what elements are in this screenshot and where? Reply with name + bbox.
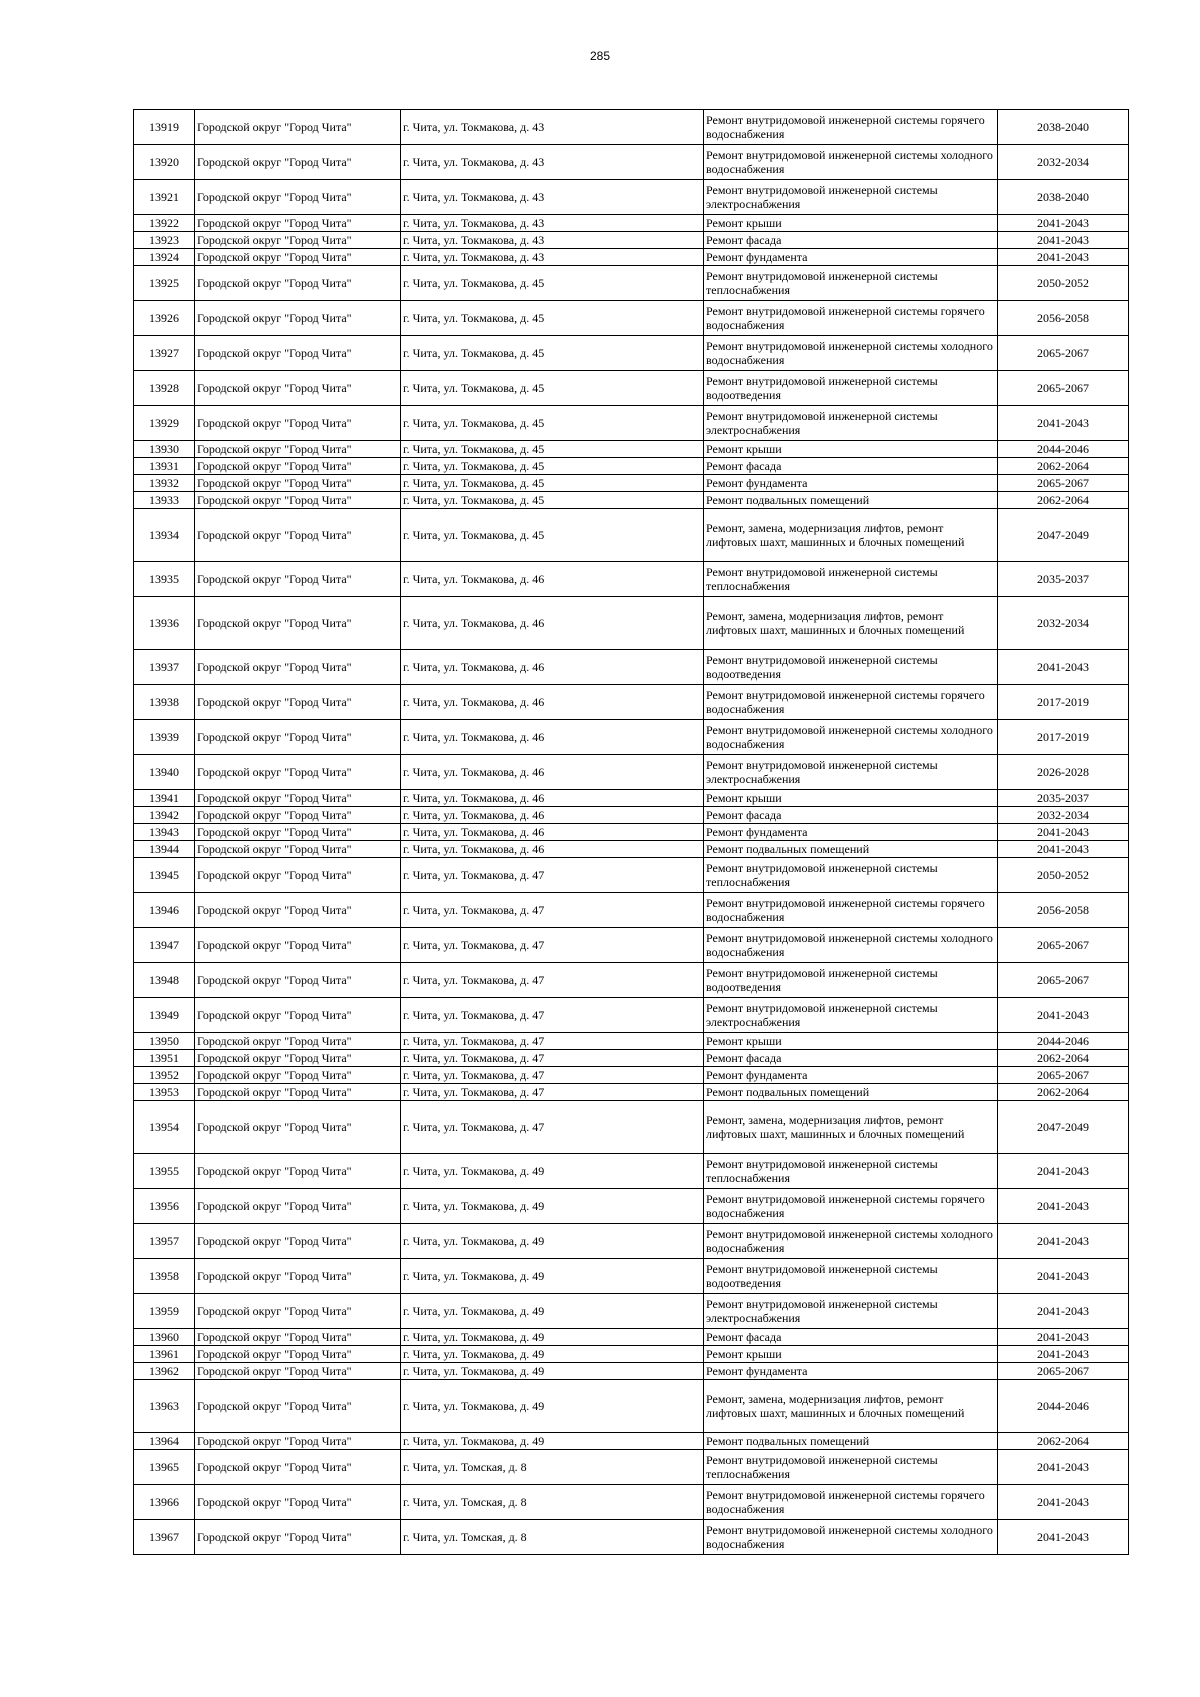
work-type-cell: Ремонт фундамента: [704, 475, 998, 492]
district-cell: Городской округ "Город Чита": [195, 441, 401, 458]
table-row: [134, 406, 1129, 441]
address-cell: г. Чита, ул. Токмакова, д. 47: [401, 1101, 704, 1154]
period-cell: 2041-2043: [998, 1294, 1129, 1329]
row-number-cell: 13960: [134, 1329, 195, 1346]
table-row: [134, 336, 1129, 371]
district-cell: Городской округ "Город Чита": [195, 1363, 401, 1380]
table-row: [134, 492, 1129, 509]
period-cell: 2044-2046: [998, 1033, 1129, 1050]
table-row: [134, 790, 1129, 807]
work-type-cell: Ремонт фундамента: [704, 1363, 998, 1380]
table-row: [134, 145, 1129, 180]
work-type-cell: Ремонт фасада: [704, 1050, 998, 1067]
work-type-cell: Ремонт крыши: [704, 441, 998, 458]
period-cell: 2041-2043: [998, 215, 1129, 232]
table-row: [134, 301, 1129, 336]
period-cell: 2050-2052: [998, 266, 1129, 301]
table-row: [134, 1084, 1129, 1101]
period-cell: 2032-2034: [998, 145, 1129, 180]
work-type-cell: Ремонт внутридомовой инженерной системы холодного водоснабжения: [704, 928, 998, 963]
table-row: [134, 110, 1129, 145]
row-number-cell: 13943: [134, 824, 195, 841]
table-row: [134, 755, 1129, 790]
work-type-cell: Ремонт фасада: [704, 1329, 998, 1346]
district-cell: Городской округ "Город Чита": [195, 1433, 401, 1450]
row-number-cell: 13921: [134, 180, 195, 215]
district-cell: Городской округ "Город Чита": [195, 1084, 401, 1101]
work-type-cell: Ремонт фасада: [704, 232, 998, 249]
address-cell: г. Чита, ул. Токмакова, д. 47: [401, 963, 704, 998]
district-cell: Городской округ "Город Чита": [195, 650, 401, 685]
work-type-cell: Ремонт внутридомовой инженерной системы горячего водоснабжения: [704, 685, 998, 720]
period-cell: 2041-2043: [998, 1224, 1129, 1259]
work-type-cell: Ремонт фундамента: [704, 1067, 998, 1084]
row-number-cell: 13959: [134, 1294, 195, 1329]
table-row: [134, 650, 1129, 685]
table-row: [134, 1520, 1129, 1555]
district-cell: Городской округ "Город Чита": [195, 180, 401, 215]
work-type-cell: Ремонт внутридомовой инженерной системы холодного водоснабжения: [704, 1224, 998, 1259]
district-cell: Городской округ "Город Чита": [195, 1294, 401, 1329]
table-row: [134, 597, 1129, 650]
work-type-cell: Ремонт внутридомовой инженерной системы горячего водоснабжения: [704, 110, 998, 145]
table-row: [134, 1259, 1129, 1294]
period-cell: 2041-2043: [998, 1154, 1129, 1189]
district-cell: Городской округ "Город Чита": [195, 232, 401, 249]
table-row: [134, 720, 1129, 755]
row-number-cell: 13966: [134, 1485, 195, 1520]
address-cell: г. Чита, ул. Токмакова, д. 45: [401, 406, 704, 441]
period-cell: 2065-2067: [998, 371, 1129, 406]
district-cell: Городской округ "Город Чита": [195, 336, 401, 371]
period-cell: 2041-2043: [998, 249, 1129, 266]
table-row: [134, 475, 1129, 492]
work-type-cell: Ремонт внутридомовой инженерной системы водоотведения: [704, 650, 998, 685]
work-type-cell: Ремонт подвальных помещений: [704, 492, 998, 509]
period-cell: 2041-2043: [998, 1520, 1129, 1555]
period-cell: 2062-2064: [998, 492, 1129, 509]
district-cell: Городской округ "Город Чита": [195, 145, 401, 180]
work-type-cell: Ремонт внутридомовой инженерной системы теплоснабжения: [704, 562, 998, 597]
work-type-cell: Ремонт внутридомовой инженерной системы теплоснабжения: [704, 1450, 998, 1485]
address-cell: г. Чита, ул. Токмакова, д. 45: [401, 336, 704, 371]
address-cell: г. Чита, ул. Томская, д. 8: [401, 1520, 704, 1555]
period-cell: 2056-2058: [998, 893, 1129, 928]
work-type-cell: Ремонт подвальных помещений: [704, 1084, 998, 1101]
table-row: [134, 824, 1129, 841]
row-number-cell: 13952: [134, 1067, 195, 1084]
period-cell: 2041-2043: [998, 998, 1129, 1033]
period-cell: 2038-2040: [998, 180, 1129, 215]
address-cell: г. Чита, ул. Токмакова, д. 47: [401, 1050, 704, 1067]
address-cell: г. Чита, ул. Токмакова, д. 49: [401, 1329, 704, 1346]
period-cell: 2056-2058: [998, 301, 1129, 336]
table-row: [134, 1433, 1129, 1450]
work-type-cell: Ремонт внутридомовой инженерной системы электроснабжения: [704, 1294, 998, 1329]
row-number-cell: 13928: [134, 371, 195, 406]
district-cell: Городской округ "Город Чита": [195, 1101, 401, 1154]
work-type-cell: Ремонт, замена, модернизация лифтов, ремонт лифтовых шахт, машинных и блочных помещений: [704, 509, 998, 562]
period-cell: 2065-2067: [998, 1363, 1129, 1380]
address-cell: г. Чита, ул. Томская, д. 8: [401, 1450, 704, 1485]
work-type-cell: Ремонт крыши: [704, 1346, 998, 1363]
address-cell: г. Чита, ул. Токмакова, д. 46: [401, 685, 704, 720]
table-row: [134, 441, 1129, 458]
work-type-cell: Ремонт внутридомовой инженерной системы холодного водоснабжения: [704, 1520, 998, 1555]
period-cell: 2035-2037: [998, 790, 1129, 807]
district-cell: Городской округ "Город Чита": [195, 1050, 401, 1067]
row-number-cell: 13964: [134, 1433, 195, 1450]
address-cell: г. Чита, ул. Токмакова, д. 43: [401, 180, 704, 215]
work-type-cell: Ремонт, замена, модернизация лифтов, ремонт лифтовых шахт, машинных и блочных помещений: [704, 1380, 998, 1433]
row-number-cell: 13965: [134, 1450, 195, 1485]
row-number-cell: 13951: [134, 1050, 195, 1067]
table-row: [134, 215, 1129, 232]
table-row: [134, 1033, 1129, 1050]
row-number-cell: 13931: [134, 458, 195, 475]
row-number-cell: 13947: [134, 928, 195, 963]
district-cell: Городской округ "Город Чита": [195, 509, 401, 562]
period-cell: 2044-2046: [998, 1380, 1129, 1433]
address-cell: г. Чита, ул. Токмакова, д. 49: [401, 1433, 704, 1450]
address-cell: г. Чита, ул. Токмакова, д. 47: [401, 893, 704, 928]
period-cell: 2062-2064: [998, 1050, 1129, 1067]
table-body: [134, 110, 1129, 1555]
work-type-cell: Ремонт подвальных помещений: [704, 841, 998, 858]
table-row: [134, 180, 1129, 215]
table-row: [134, 232, 1129, 249]
work-type-cell: Ремонт фасада: [704, 807, 998, 824]
district-cell: Городской округ "Город Чита": [195, 492, 401, 509]
address-cell: г. Чита, ул. Токмакова, д. 45: [401, 266, 704, 301]
district-cell: Городской округ "Город Чита": [195, 215, 401, 232]
work-type-cell: Ремонт внутридомовой инженерной системы теплоснабжения: [704, 858, 998, 893]
work-type-cell: Ремонт подвальных помещений: [704, 1433, 998, 1450]
period-cell: 2041-2043: [998, 824, 1129, 841]
period-cell: 2032-2034: [998, 807, 1129, 824]
period-cell: 2065-2067: [998, 475, 1129, 492]
work-type-cell: Ремонт крыши: [704, 1033, 998, 1050]
row-number-cell: 13944: [134, 841, 195, 858]
work-type-cell: Ремонт внутридомовой инженерной системы электроснабжения: [704, 180, 998, 215]
table-row: [134, 1067, 1129, 1084]
district-cell: Городской округ "Город Чита": [195, 1485, 401, 1520]
district-cell: Городской округ "Город Чита": [195, 371, 401, 406]
row-number-cell: 13963: [134, 1380, 195, 1433]
table-row: [134, 1154, 1129, 1189]
row-number-cell: 13919: [134, 110, 195, 145]
table-row: [134, 249, 1129, 266]
address-cell: г. Чита, ул. Токмакова, д. 45: [401, 475, 704, 492]
row-number-cell: 13924: [134, 249, 195, 266]
period-cell: 2065-2067: [998, 1067, 1129, 1084]
work-type-cell: Ремонт внутридомовой инженерной системы горячего водоснабжения: [704, 893, 998, 928]
district-cell: Городской округ "Город Чита": [195, 1259, 401, 1294]
table-row: [134, 1363, 1129, 1380]
row-number-cell: 13958: [134, 1259, 195, 1294]
period-cell: 2017-2019: [998, 685, 1129, 720]
row-number-cell: 13937: [134, 650, 195, 685]
row-number-cell: 13946: [134, 893, 195, 928]
address-cell: г. Чита, ул. Токмакова, д. 46: [401, 650, 704, 685]
address-cell: г. Чита, ул. Токмакова, д. 47: [401, 1067, 704, 1084]
work-type-cell: Ремонт внутридомовой инженерной системы горячего водоснабжения: [704, 1485, 998, 1520]
work-type-cell: Ремонт внутридомовой инженерной системы холодного водоснабжения: [704, 336, 998, 371]
district-cell: Городской округ "Город Чита": [195, 1329, 401, 1346]
period-cell: 2050-2052: [998, 858, 1129, 893]
address-cell: г. Чита, ул. Токмакова, д. 49: [401, 1346, 704, 1363]
work-type-cell: Ремонт внутридомовой инженерной системы электроснабжения: [704, 755, 998, 790]
table-row: [134, 963, 1129, 998]
address-cell: г. Чита, ул. Токмакова, д. 45: [401, 458, 704, 475]
district-cell: Городской округ "Город Чита": [195, 1154, 401, 1189]
address-cell: г. Чита, ул. Токмакова, д. 46: [401, 824, 704, 841]
work-type-cell: Ремонт внутридомовой инженерной системы холодного водоснабжения: [704, 145, 998, 180]
table-row: [134, 1450, 1129, 1485]
work-type-cell: Ремонт внутридомовой инженерной системы горячего водоснабжения: [704, 1189, 998, 1224]
table-row: [134, 509, 1129, 562]
table-row: [134, 807, 1129, 824]
district-cell: Городской округ "Город Чита": [195, 1450, 401, 1485]
row-number-cell: 13934: [134, 509, 195, 562]
period-cell: 2038-2040: [998, 110, 1129, 145]
address-cell: г. Чита, ул. Токмакова, д. 45: [401, 492, 704, 509]
table-row: [134, 1101, 1129, 1154]
table-row: [134, 893, 1129, 928]
row-number-cell: 13950: [134, 1033, 195, 1050]
period-cell: 2062-2064: [998, 1433, 1129, 1450]
district-cell: Городской округ "Город Чита": [195, 597, 401, 650]
work-type-cell: Ремонт фундамента: [704, 249, 998, 266]
period-cell: 2017-2019: [998, 720, 1129, 755]
period-cell: 2035-2037: [998, 562, 1129, 597]
work-type-cell: Ремонт фасада: [704, 458, 998, 475]
table-row: [134, 371, 1129, 406]
work-type-cell: Ремонт внутридомовой инженерной системы холодного водоснабжения: [704, 720, 998, 755]
district-cell: Городской округ "Город Чита": [195, 755, 401, 790]
row-number-cell: 13927: [134, 336, 195, 371]
period-cell: 2041-2043: [998, 406, 1129, 441]
period-cell: 2041-2043: [998, 841, 1129, 858]
address-cell: г. Чита, ул. Токмакова, д. 49: [401, 1224, 704, 1259]
row-number-cell: 13925: [134, 266, 195, 301]
period-cell: 2041-2043: [998, 650, 1129, 685]
address-cell: г. Чита, ул. Токмакова, д. 49: [401, 1189, 704, 1224]
address-cell: г. Чита, ул. Токмакова, д. 49: [401, 1294, 704, 1329]
district-cell: Городской округ "Город Чита": [195, 824, 401, 841]
address-cell: г. Чита, ул. Токмакова, д. 49: [401, 1363, 704, 1380]
row-number-cell: 13922: [134, 215, 195, 232]
work-type-cell: Ремонт внутридомовой инженерной системы водоотведения: [704, 371, 998, 406]
district-cell: Городской округ "Город Чита": [195, 458, 401, 475]
table-row: [134, 1485, 1129, 1520]
district-cell: Городской округ "Город Чита": [195, 1520, 401, 1555]
table-row: [134, 1050, 1129, 1067]
row-number-cell: 13955: [134, 1154, 195, 1189]
work-type-cell: Ремонт внутридомовой инженерной системы электроснабжения: [704, 998, 998, 1033]
address-cell: г. Чита, ул. Томская, д. 8: [401, 1485, 704, 1520]
address-cell: г. Чита, ул. Токмакова, д. 43: [401, 249, 704, 266]
period-cell: 2026-2028: [998, 755, 1129, 790]
page-number: 285: [589, 49, 611, 63]
address-cell: г. Чита, ул. Токмакова, д. 45: [401, 509, 704, 562]
address-cell: г. Чита, ул. Токмакова, д. 47: [401, 1084, 704, 1101]
row-number-cell: 13932: [134, 475, 195, 492]
row-number-cell: 13926: [134, 301, 195, 336]
district-cell: Городской округ "Город Чита": [195, 266, 401, 301]
table-row: [134, 562, 1129, 597]
table-row: [134, 1380, 1129, 1433]
district-cell: Городской округ "Город Чита": [195, 893, 401, 928]
district-cell: Городской округ "Город Чита": [195, 841, 401, 858]
row-number-cell: 13929: [134, 406, 195, 441]
address-cell: г. Чита, ул. Токмакова, д. 46: [401, 790, 704, 807]
work-type-cell: Ремонт внутридомовой инженерной системы теплоснабжения: [704, 1154, 998, 1189]
work-type-cell: Ремонт внутридомовой инженерной системы водоотведения: [704, 963, 998, 998]
table-row: [134, 928, 1129, 963]
row-number-cell: 13953: [134, 1084, 195, 1101]
district-cell: Городской округ "Город Чита": [195, 1067, 401, 1084]
district-cell: Городской округ "Город Чита": [195, 685, 401, 720]
table-row: [134, 858, 1129, 893]
table-row: [134, 1224, 1129, 1259]
row-number-cell: 13939: [134, 720, 195, 755]
district-cell: Городской округ "Город Чита": [195, 928, 401, 963]
district-cell: Городской округ "Город Чита": [195, 249, 401, 266]
period-cell: 2041-2043: [998, 1259, 1129, 1294]
table-row: [134, 266, 1129, 301]
address-cell: г. Чита, ул. Токмакова, д. 46: [401, 807, 704, 824]
district-cell: Городской округ "Город Чита": [195, 1189, 401, 1224]
table-row: [134, 458, 1129, 475]
period-cell: 2065-2067: [998, 336, 1129, 371]
period-cell: 2032-2034: [998, 597, 1129, 650]
work-type-cell: Ремонт внутридомовой инженерной системы электроснабжения: [704, 406, 998, 441]
row-number-cell: 13962: [134, 1363, 195, 1380]
row-number-cell: 13954: [134, 1101, 195, 1154]
work-type-cell: Ремонт, замена, модернизация лифтов, ремонт лифтовых шахт, машинных и блочных помещений: [704, 1101, 998, 1154]
address-cell: г. Чита, ул. Токмакова, д. 43: [401, 232, 704, 249]
period-cell: 2062-2064: [998, 458, 1129, 475]
address-cell: г. Чита, ул. Токмакова, д. 45: [401, 371, 704, 406]
period-cell: 2041-2043: [998, 1485, 1129, 1520]
period-cell: 2041-2043: [998, 1189, 1129, 1224]
row-number-cell: 13930: [134, 441, 195, 458]
row-number-cell: 13923: [134, 232, 195, 249]
row-number-cell: 13940: [134, 755, 195, 790]
table-row: [134, 841, 1129, 858]
district-cell: Городской округ "Город Чита": [195, 963, 401, 998]
period-cell: 2065-2067: [998, 963, 1129, 998]
work-type-cell: Ремонт внутридомовой инженерной системы водоотведения: [704, 1259, 998, 1294]
district-cell: Городской округ "Город Чита": [195, 301, 401, 336]
address-cell: г. Чита, ул. Токмакова, д. 45: [401, 441, 704, 458]
row-number-cell: 13948: [134, 963, 195, 998]
period-cell: 2065-2067: [998, 928, 1129, 963]
district-cell: Городской округ "Город Чита": [195, 110, 401, 145]
address-cell: г. Чита, ул. Токмакова, д. 46: [401, 562, 704, 597]
row-number-cell: 13942: [134, 807, 195, 824]
row-number-cell: 13949: [134, 998, 195, 1033]
work-type-cell: Ремонт крыши: [704, 215, 998, 232]
table-row: [134, 1294, 1129, 1329]
work-type-cell: Ремонт внутридомовой инженерной системы теплоснабжения: [704, 266, 998, 301]
address-cell: г. Чита, ул. Токмакова, д. 43: [401, 110, 704, 145]
period-cell: 2041-2043: [998, 1346, 1129, 1363]
table-row: [134, 998, 1129, 1033]
address-cell: г. Чита, ул. Токмакова, д. 47: [401, 1033, 704, 1050]
district-cell: Городской округ "Город Чита": [195, 998, 401, 1033]
district-cell: Городской округ "Город Чита": [195, 1224, 401, 1259]
row-number-cell: 13957: [134, 1224, 195, 1259]
row-number-cell: 13935: [134, 562, 195, 597]
work-type-cell: Ремонт крыши: [704, 790, 998, 807]
district-cell: Городской округ "Город Чита": [195, 1380, 401, 1433]
row-number-cell: 13967: [134, 1520, 195, 1555]
period-cell: 2062-2064: [998, 1084, 1129, 1101]
address-cell: г. Чита, ул. Токмакова, д. 47: [401, 998, 704, 1033]
district-cell: Городской округ "Город Чита": [195, 406, 401, 441]
period-cell: 2041-2043: [998, 1450, 1129, 1485]
district-cell: Городской округ "Город Чита": [195, 720, 401, 755]
row-number-cell: 13938: [134, 685, 195, 720]
district-cell: Городской округ "Город Чита": [195, 858, 401, 893]
row-number-cell: 13936: [134, 597, 195, 650]
address-cell: г. Чита, ул. Токмакова, д. 43: [401, 215, 704, 232]
table-row: [134, 1346, 1129, 1363]
address-cell: г. Чита, ул. Токмакова, д. 46: [401, 841, 704, 858]
work-type-cell: Ремонт фундамента: [704, 824, 998, 841]
address-cell: г. Чита, ул. Токмакова, д. 47: [401, 928, 704, 963]
table-row: [134, 1329, 1129, 1346]
work-type-cell: Ремонт, замена, модернизация лифтов, ремонт лифтовых шахт, машинных и блочных помещений: [704, 597, 998, 650]
district-cell: Городской округ "Город Чита": [195, 475, 401, 492]
row-number-cell: 13956: [134, 1189, 195, 1224]
district-cell: Городской округ "Город Чита": [195, 1033, 401, 1050]
address-cell: г. Чита, ул. Токмакова, д. 49: [401, 1154, 704, 1189]
address-cell: г. Чита, ул. Токмакова, д. 49: [401, 1380, 704, 1433]
district-cell: Городской округ "Город Чита": [195, 1346, 401, 1363]
period-cell: 2041-2043: [998, 232, 1129, 249]
address-cell: г. Чита, ул. Токмакова, д. 46: [401, 755, 704, 790]
address-cell: г. Чита, ул. Токмакова, д. 46: [401, 597, 704, 650]
period-cell: 2041-2043: [998, 1329, 1129, 1346]
work-type-cell: Ремонт внутридомовой инженерной системы горячего водоснабжения: [704, 301, 998, 336]
row-number-cell: 13933: [134, 492, 195, 509]
address-cell: г. Чита, ул. Токмакова, д. 49: [401, 1259, 704, 1294]
address-cell: г. Чита, ул. Токмакова, д. 45: [401, 301, 704, 336]
row-number-cell: 13920: [134, 145, 195, 180]
address-cell: г. Чита, ул. Токмакова, д. 46: [401, 720, 704, 755]
row-number-cell: 13961: [134, 1346, 195, 1363]
address-cell: г. Чита, ул. Токмакова, д. 47: [401, 858, 704, 893]
repair-schedule-table: [133, 109, 1129, 1555]
period-cell: 2047-2049: [998, 509, 1129, 562]
district-cell: Городской округ "Город Чита": [195, 562, 401, 597]
row-number-cell: 13941: [134, 790, 195, 807]
period-cell: 2044-2046: [998, 441, 1129, 458]
district-cell: Городской округ "Город Чита": [195, 790, 401, 807]
table-row: [134, 1189, 1129, 1224]
period-cell: 2047-2049: [998, 1101, 1129, 1154]
table-row: [134, 685, 1129, 720]
address-cell: г. Чита, ул. Токмакова, д. 43: [401, 145, 704, 180]
row-number-cell: 13945: [134, 858, 195, 893]
district-cell: Городской округ "Город Чита": [195, 807, 401, 824]
